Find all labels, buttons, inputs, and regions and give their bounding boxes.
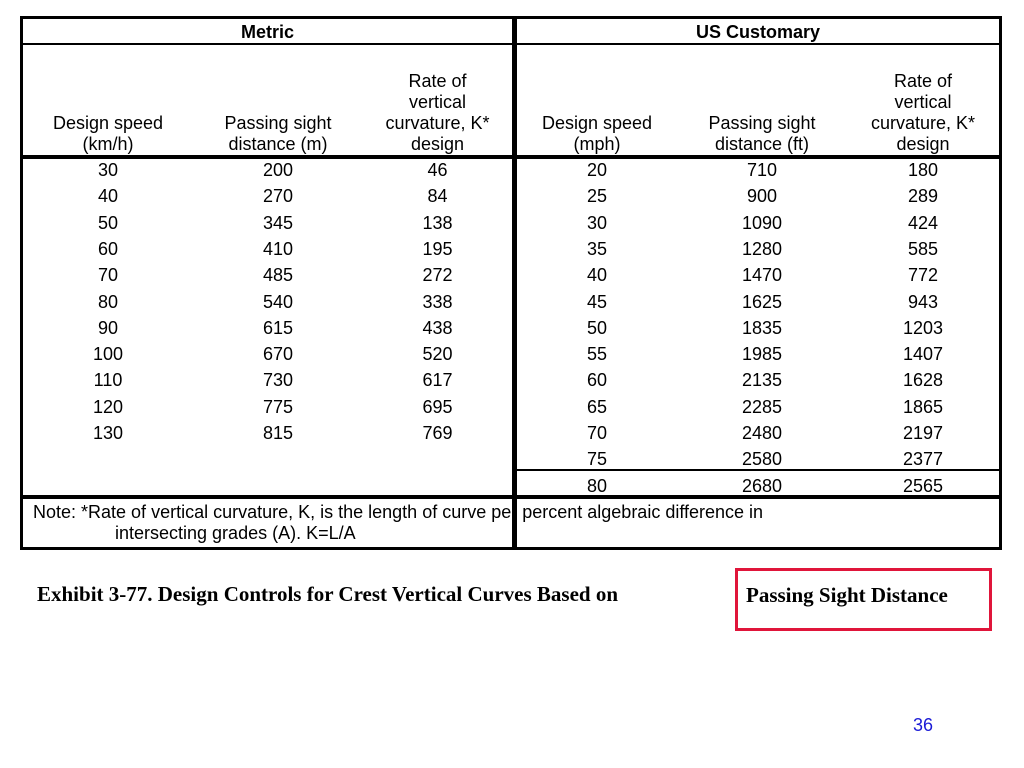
us-cell: 2377 [902, 449, 944, 470]
page-number: 36 [913, 715, 934, 735]
metric-cell: 485 [262, 265, 294, 286]
us-cell: 40 [586, 265, 608, 286]
us-cell: 1865 [902, 396, 944, 417]
us-cell: 2680 [741, 475, 783, 496]
metric-cell: 40 [97, 186, 119, 207]
metric-cell: 670 [262, 344, 294, 365]
metric-cell: 200 [262, 160, 294, 180]
us-cell: 710 [746, 160, 778, 180]
us-cell: 585 [907, 238, 939, 259]
us-cell: 80 [586, 475, 608, 496]
us-cell: 45 [586, 291, 608, 312]
us-cell: 1985 [741, 344, 783, 365]
metric-cell: 60 [97, 238, 119, 259]
metric-cell: 410 [262, 238, 294, 259]
exhibit-caption: Exhibit 3-77. Design Controls for Crest Vertical Curves Based on [37, 582, 619, 606]
metric-cell: 110 [93, 370, 123, 391]
us-cell: 2480 [741, 423, 783, 443]
metric-cell: 438 [422, 317, 453, 338]
design-controls-table [20, 16, 1002, 550]
metric-cell: 775 [262, 396, 294, 417]
metric-cell: 195 [422, 238, 453, 259]
metric-cell: 50 [97, 212, 119, 233]
us-cell: 424 [907, 212, 939, 233]
us-cell: 75 [586, 449, 608, 470]
metric-cell: 120 [92, 396, 124, 417]
metric-cell: 345 [262, 212, 294, 233]
us-cell: 1628 [902, 370, 944, 391]
caption-highlight-box [735, 568, 992, 631]
metric-cell: 30 [97, 160, 119, 180]
us-cell: 20 [586, 160, 608, 180]
us-cell: 50 [586, 317, 608, 338]
metric-cell: 338 [422, 291, 453, 312]
us-cell: 60 [586, 370, 608, 391]
metric-cell: 615 [262, 317, 294, 338]
metric-cell: 540 [262, 291, 294, 312]
us-header-2: Rate of vertical curvature, K* design [870, 71, 976, 154]
note-line-2: intersecting grades (A). K=L/A [115, 523, 356, 543]
us-cell: 2565 [902, 475, 944, 496]
us-header-0: Design speed (mph) [541, 113, 653, 154]
us-cell: 65 [586, 396, 608, 417]
metric-cell: 617 [422, 370, 453, 391]
us-cell: 1203 [902, 317, 944, 338]
us-cell: 180 [907, 160, 939, 180]
metric-cell: 90 [97, 317, 119, 338]
us-cell: 35 [586, 238, 608, 259]
metric-cell: 272 [422, 265, 453, 286]
us-cell: 2135 [741, 370, 783, 391]
caption-highlighted-text: Passing Sight Distance [746, 583, 948, 607]
us-cell: 2197 [902, 423, 944, 443]
metric-cell: 520 [422, 344, 453, 365]
metric-cell: 138 [422, 212, 453, 233]
metric-cell: 80 [97, 291, 119, 312]
us-cell: 1407 [902, 344, 944, 365]
us-cell: 30 [586, 212, 608, 233]
metric-cell: 769 [422, 423, 453, 443]
us-cell: 70 [586, 423, 608, 443]
us-cell: 900 [746, 186, 778, 207]
us-header-1: Passing sight distance (ft) [708, 113, 816, 154]
metric-cell: 70 [97, 265, 119, 286]
metric-header-2: Rate of vertical curvature, K* design [385, 71, 490, 154]
us-cell: 55 [586, 344, 608, 365]
us-cell: 1280 [741, 238, 783, 259]
us-cell: 1090 [741, 212, 783, 233]
us-cell: 289 [907, 186, 939, 207]
metric-group-header: Metric [23, 19, 512, 45]
metric-cell: 46 [427, 160, 448, 180]
us-cell: 25 [586, 186, 608, 207]
metric-cell: 130 [92, 423, 124, 443]
us-cell: 1625 [741, 291, 783, 312]
us-cell: 1470 [741, 265, 783, 286]
metric-cell: 815 [262, 423, 294, 443]
metric-cell: 695 [422, 396, 453, 417]
us-cell: 2285 [741, 396, 783, 417]
metric-header-1: Passing sight distance (m) [224, 113, 332, 154]
table-note [33, 502, 993, 544]
us-group-header: US Customary [517, 19, 999, 45]
metric-cell: 270 [262, 186, 294, 207]
us-cell: 943 [907, 291, 939, 312]
metric-cell: 730 [262, 370, 294, 391]
us-cell: 1835 [741, 317, 783, 338]
us-cell: 2580 [741, 449, 783, 470]
us-cell: 772 [907, 265, 939, 286]
metric-cell: 100 [92, 344, 124, 365]
metric-cell: 84 [427, 186, 448, 207]
note-line-1: Note: *Rate of vertical curvature, K, is the length of curve per percent algebraic difference in [33, 502, 764, 522]
metric-header-0: Design speed (km/h) [52, 113, 164, 154]
